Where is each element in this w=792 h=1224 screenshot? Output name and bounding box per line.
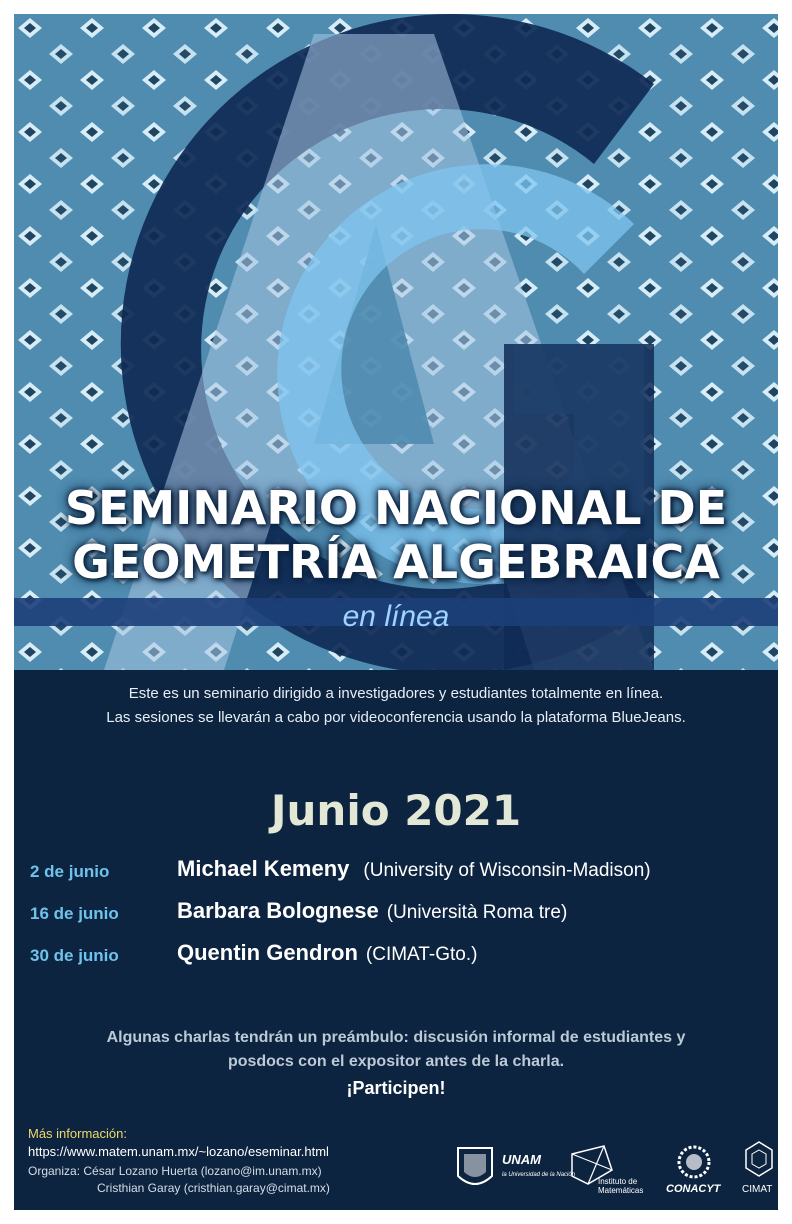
talk-row	[14, 856, 778, 886]
preamble-note	[54, 1026, 738, 1074]
talk-speaker	[177, 856, 651, 882]
im-logo-icon	[572, 1146, 643, 1195]
more-info-label: Más información:	[28, 1126, 127, 1141]
unam-logo-icon	[502, 1152, 576, 1178]
speaker-name: Quentin Gendron	[177, 940, 358, 965]
note-line-2: posdocs con el expositor antes de la charla.	[227, 1053, 565, 1070]
more-info-link[interactable]: https://www.matem.unam.mx/~lozano/eseminar.html	[28, 1144, 329, 1159]
call-to-action: ¡Participen!	[346, 1078, 446, 1098]
poster	[14, 14, 778, 1210]
talk-speaker	[177, 940, 477, 966]
intro-line-2: Las sesiones se llevarán a cabo por videoconferencia usando la plataforma BlueJeans.	[106, 709, 686, 726]
month-heading: Junio 2021	[270, 786, 522, 835]
conacyt-wordmark: CONACYT	[666, 1183, 721, 1195]
talk-row	[14, 898, 778, 928]
im-line-1: Instituto de	[598, 1177, 638, 1186]
title-line-2: GEOMETRÍA ALGEBRAICA	[72, 535, 720, 589]
intro-line-1: Este es un seminario dirigido a investigadores y estudiantes totalmente en línea.	[128, 685, 664, 702]
speaker-name: Barbara Bolognese	[177, 898, 379, 923]
sponsor-logos	[454, 1140, 774, 1200]
speaker-name: Michael Kemeny	[177, 856, 350, 881]
talk-date: 30 de junio	[30, 946, 119, 965]
talk-row	[14, 940, 778, 970]
unam-motto: la Universidad de la Nación	[502, 1172, 576, 1178]
im-line-2: Matemáticas	[598, 1186, 644, 1195]
speaker-affiliation: (Università Roma tre)	[386, 902, 568, 923]
organizer-2: Cristhian Garay (cristhian.garay@cimat.mx)	[97, 1181, 330, 1195]
intro-text	[14, 682, 778, 730]
unam-wordmark: UNAM	[502, 1152, 541, 1167]
organizer-1: Organiza: César Lozano Huerta (lozano@im.unam.mx)	[28, 1164, 322, 1178]
cimat-logo-icon	[742, 1142, 772, 1195]
note-line-1: Algunas charlas tendrán un preámbulo: discusión informal de estudiantes y	[106, 1029, 686, 1046]
talk-speaker	[177, 898, 567, 924]
hero-image	[14, 14, 778, 670]
conacyt-logo-icon	[666, 1147, 722, 1195]
unam-shield-icon	[458, 1148, 492, 1184]
speaker-affiliation: (CIMAT-Gto.)	[365, 944, 478, 965]
talk-date: 16 de junio	[30, 904, 119, 923]
talk-date: 2 de junio	[30, 862, 110, 881]
subtitle: en línea	[342, 600, 450, 633]
speaker-affiliation: (University of Wisconsin-Madison)	[363, 860, 651, 881]
cimat-wordmark: CIMAT	[742, 1184, 773, 1195]
title-line-1: SEMINARIO NACIONAL DE	[64, 481, 728, 535]
